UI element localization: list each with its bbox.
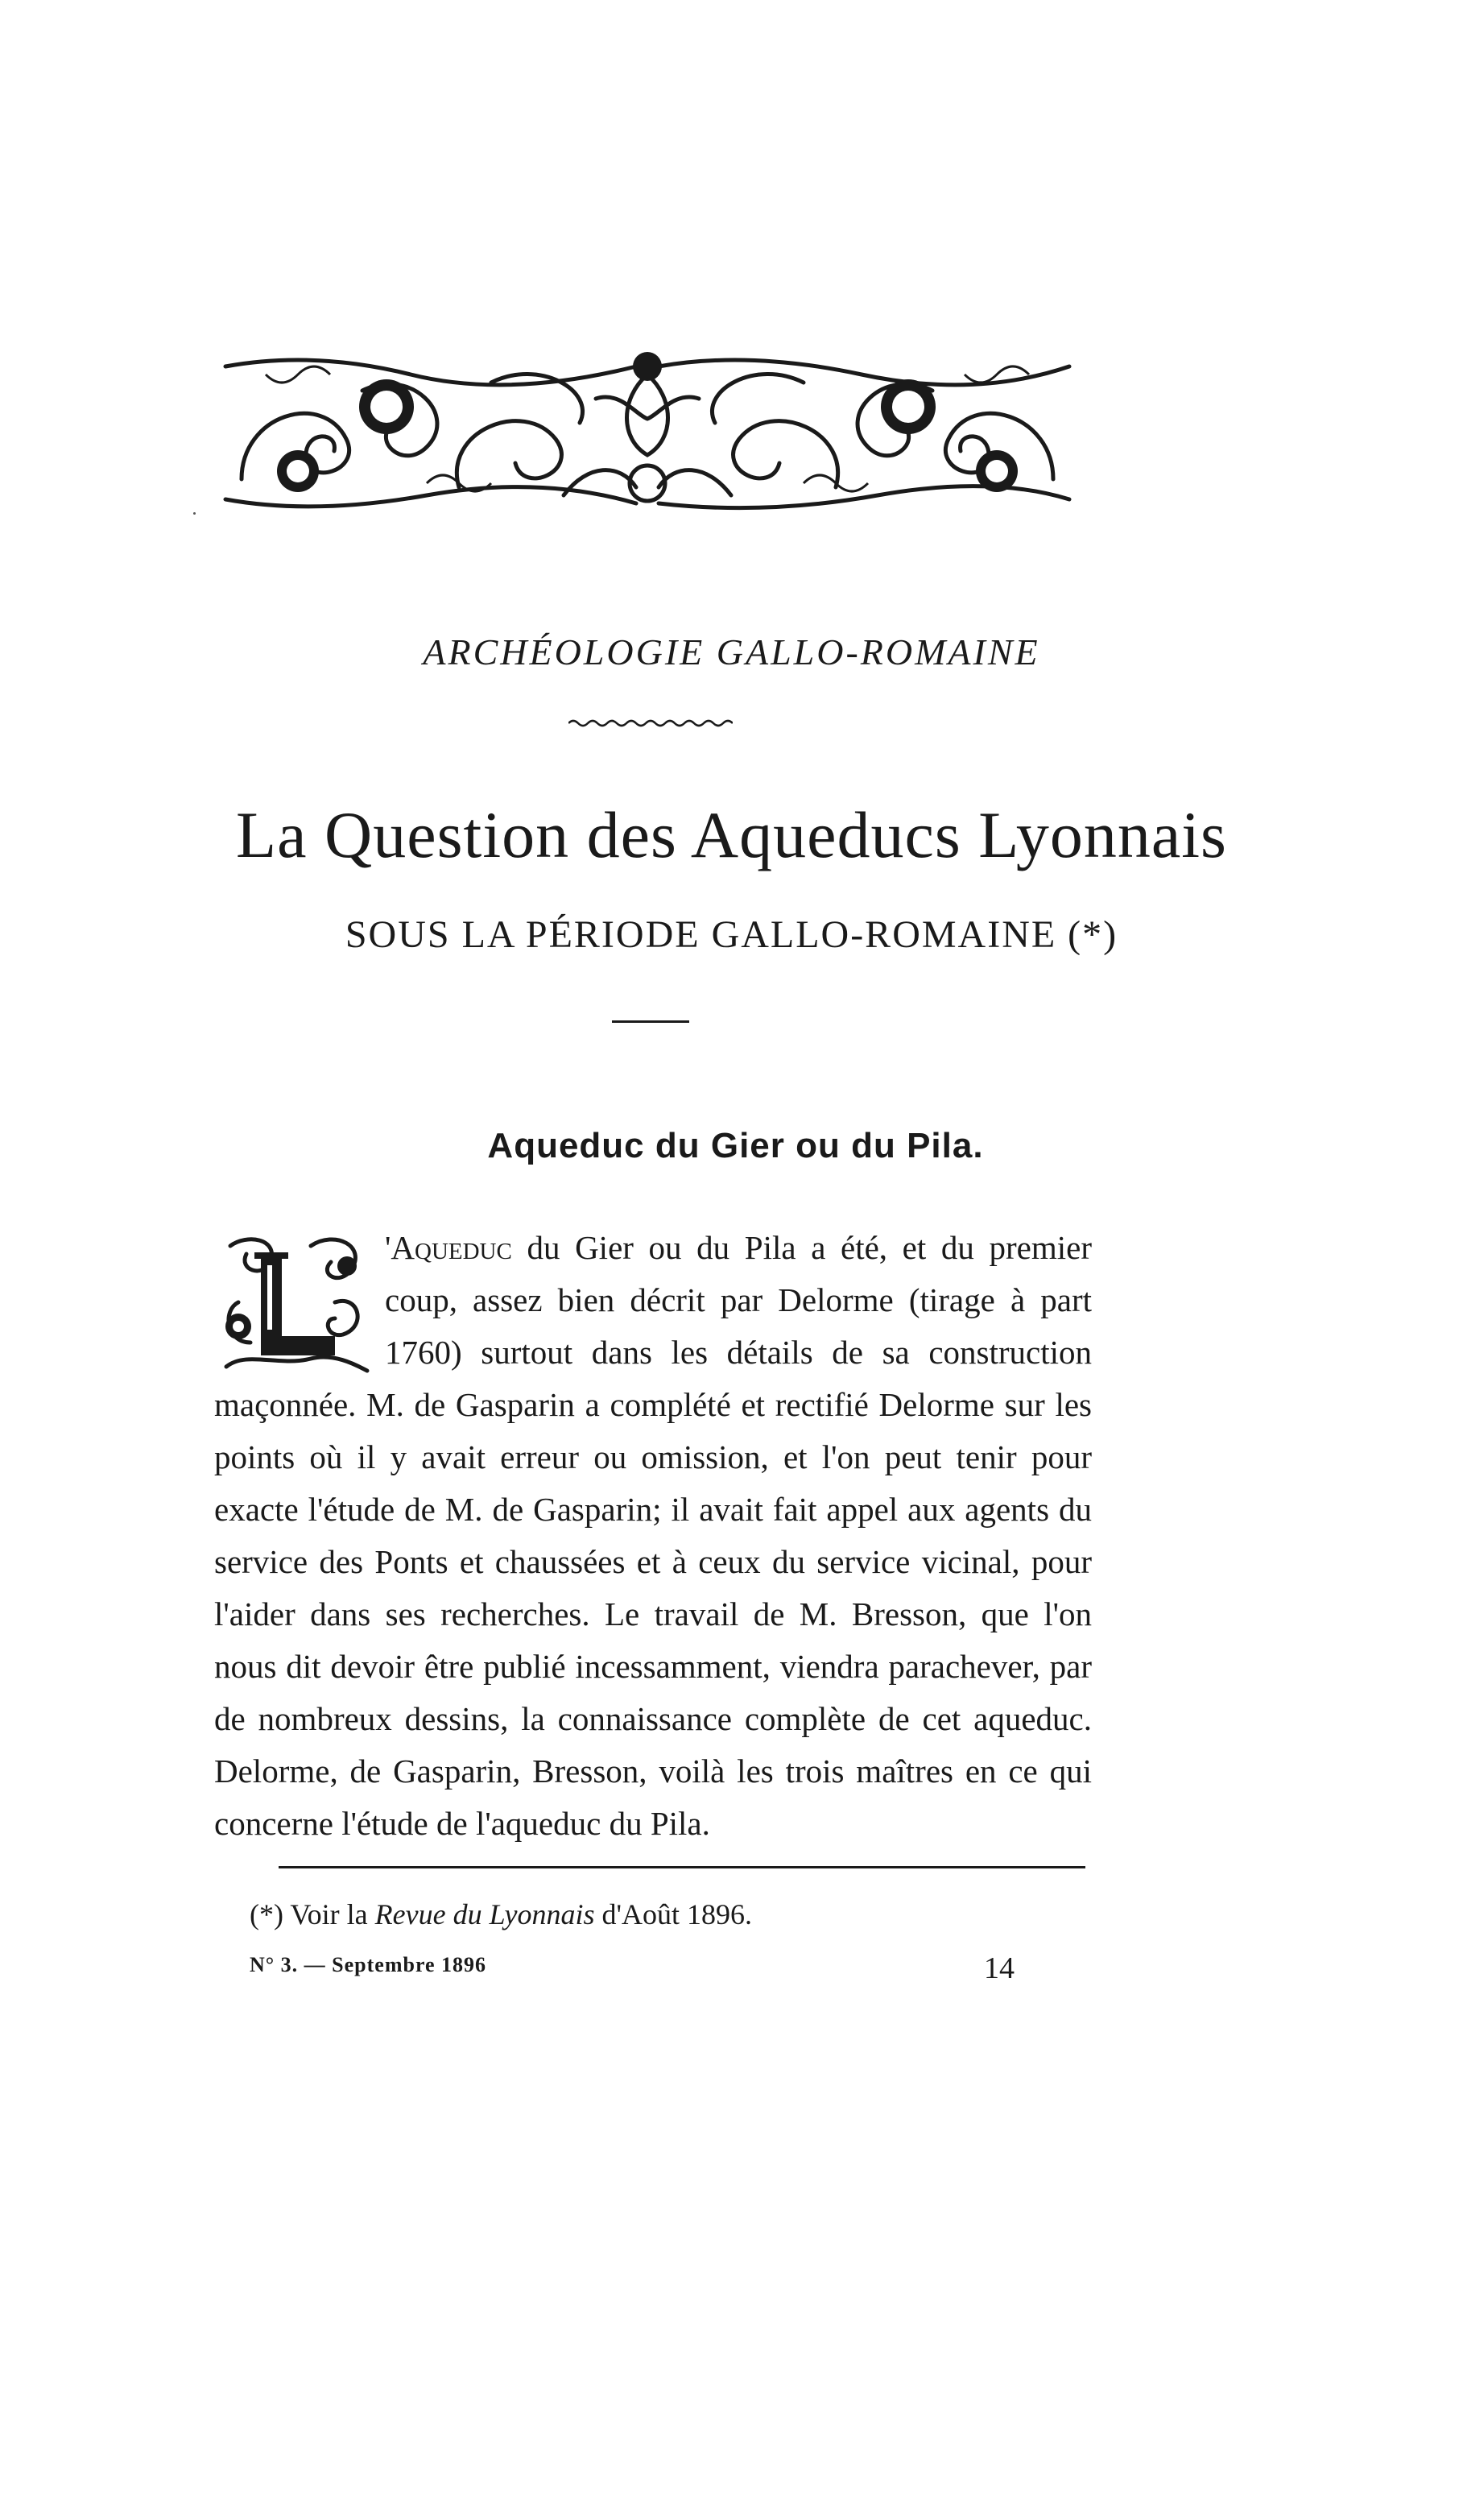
footnote: [250, 1897, 752, 1931]
floral-headpiece-ornament: [217, 342, 1077, 521]
paragraph-lead-in: 'Aqueduc: [385, 1229, 512, 1266]
print-speck: [193, 512, 196, 515]
section-label: ARCHÉOLOGIE GALLO-ROMAINE: [423, 631, 1040, 672]
page-number: 14: [984, 1951, 1015, 1985]
section-heading: Aqueduc du Gier ou du Pila.: [487, 1126, 984, 1165]
paragraph-text: du Gier ou du Pila a été, et du premier coup, assez bien décrit par Delorme (tirage à part 1760) surtout dans les détails de sa construction maçonnée. M. de Gasparin a complété et rectifié Delorme sur les points où il y avait erreur ou omission, et l'on peut tenir pour exacte l'étude de M. de Gasparin; il avait fait appel aux agents du service des Ponts et chaussées et à ceux du service vicinal, pour l'aider dans ses recherches. Le travail de M. Bresson, que l'on nous dit devoir être publié incessamment, viendra parachever, par de nombreux dessins, la connaissance complète de cet aqueduc. Delorme, de Gasparin, Bresson, voilà les trois maîtres en ce qui concerne l'étude de l'aqueduc du Pila.: [214, 1229, 1092, 1842]
article-paragraph: [214, 1222, 1092, 1850]
footnote-suffix: d'Août 1896.: [594, 1898, 753, 1930]
footnote-divider: [279, 1866, 1085, 1868]
page-subtitle: SOUS LA PÉRIODE GALLO-ROMAINE (*): [345, 913, 1118, 956]
wavy-rule-ornament: [568, 717, 733, 728]
issue-signature: N° 3. — Septembre 1896: [250, 1953, 487, 1976]
decorated-initial-l-icon: [214, 1230, 372, 1378]
title-divider: [612, 1020, 689, 1023]
footnote-journal-title: Revue du Lyonnais: [374, 1898, 595, 1930]
page-title: La Question des Aqueducs Lyonnais: [236, 798, 1227, 871]
footnote-prefix: (*) Voir la: [250, 1898, 375, 1930]
